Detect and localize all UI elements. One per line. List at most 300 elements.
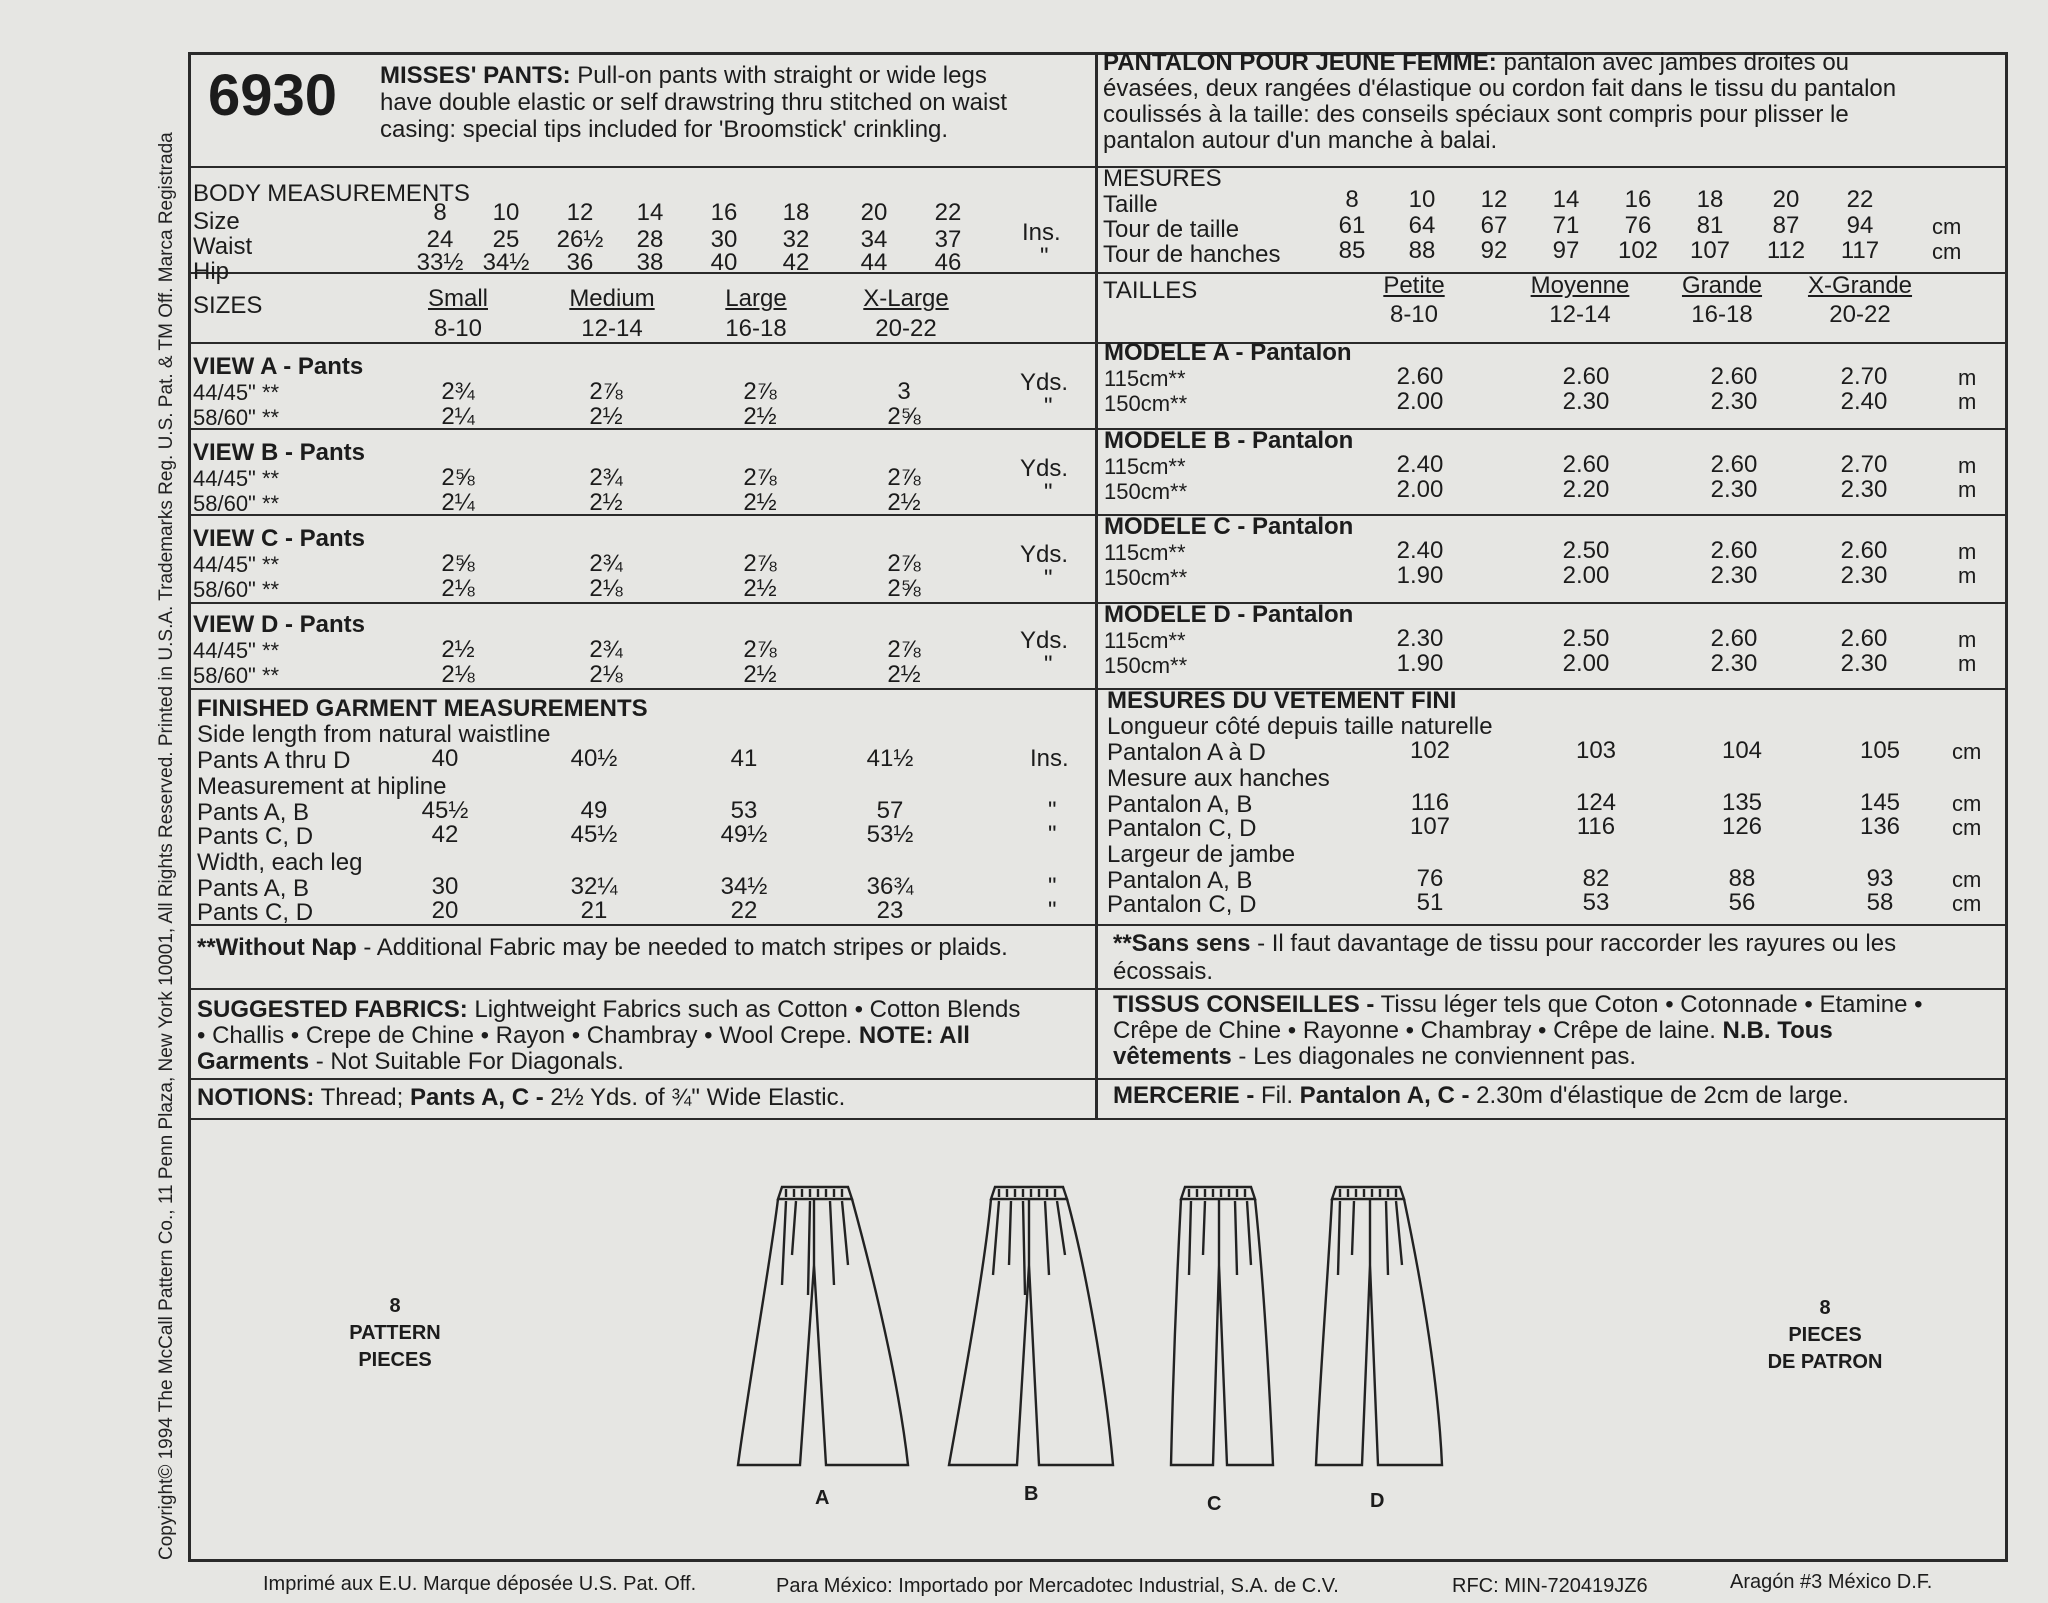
rule-view-d	[188, 602, 2008, 604]
fr-size-name: Petite	[1383, 272, 1445, 299]
fr-waist-value: 64	[1408, 212, 1436, 239]
en-hip-value: 36	[566, 249, 594, 276]
en-finished-row-label: Pants A, B	[197, 875, 310, 902]
en-finished-unit: "	[1048, 821, 1057, 848]
fr-view-value: 1.90	[1396, 562, 1444, 589]
en-view-value: 2⅞	[887, 464, 921, 491]
en-view-unit: Yds.	[1020, 627, 1069, 654]
en-fabrics-note: NOTE: All	[852, 1022, 970, 1049]
en-view-unit: Yds.	[1020, 369, 1069, 396]
en-finished-row-label: Pants A thru D	[197, 747, 351, 774]
en-hip-value: 40	[710, 249, 738, 276]
en-waist-value: 37	[934, 226, 962, 253]
fr-view-value: 2.60	[1840, 625, 1888, 652]
en-nap-note	[197, 935, 1008, 961]
fr-finished-subheading: Largeur de jambe	[1107, 841, 1296, 868]
fr-finished-subheading: Mesure aux hanches	[1107, 765, 1330, 792]
en-finished-subheading: Measurement at hipline	[197, 773, 447, 800]
fr-finished-heading: MESURES DU VETEMENT FINI	[1107, 687, 1457, 714]
fr-view-unit: m	[1958, 539, 1977, 564]
en-finished-value: 57	[876, 797, 904, 824]
fr-fabrics-1: Tissu léger tels que Coton • Cotonnade • Etamine •	[1374, 991, 1923, 1018]
fr-finished-value: 105	[1859, 737, 1901, 764]
en-view-value: 2¼	[441, 489, 475, 516]
en-body-unit: Ins.	[1022, 219, 1061, 246]
en-size-value: 20	[860, 199, 888, 226]
en-view-value: 2⅛	[441, 661, 475, 688]
en-size-range: 20-22	[875, 315, 937, 342]
en-size-name: Medium	[569, 285, 655, 312]
en-view-value: 2⅝	[441, 550, 475, 577]
en-size-name: X-Large	[863, 285, 949, 312]
en-finished-value: 21	[580, 897, 608, 924]
en-view-row2-label: 58/60" **	[193, 405, 280, 430]
fr-finished-unit: cm	[1952, 867, 1982, 892]
fr-nap-text-2: écossais.	[1113, 958, 1214, 985]
fr-finished-value: 58	[1866, 889, 1894, 916]
fr-notions-heading: MERCERIE -	[1113, 1082, 1255, 1109]
en-waist-value: 25	[492, 226, 520, 253]
en-title: MISSES' PANTS:	[380, 62, 571, 89]
en-fabrics-1: Lightweight Fabrics such as Cotton • Cotton Blends	[467, 996, 1021, 1023]
fr-finished-value: 82	[1582, 865, 1610, 892]
fr-hip-value: 92	[1480, 237, 1508, 264]
en-finished-value: 40	[431, 745, 459, 772]
fr-finished-value: 107	[1409, 813, 1451, 840]
fr-finished-unit: cm	[1952, 791, 1982, 816]
en-fabrics-3: - Not Suitable For Diagonals.	[309, 1048, 624, 1075]
fr-desc-4: pantalon autour d'un manche à balai.	[1103, 127, 1498, 154]
fr-nap-text-1: - Il faut davantage de tissu pour raccorder les rayures ou les	[1250, 930, 1897, 957]
fr-hip-value: 102	[1617, 237, 1659, 264]
fr-finished-value: 116	[1576, 813, 1616, 840]
en-finished-unit: "	[1048, 897, 1057, 924]
fr-finished-value: 93	[1866, 865, 1894, 892]
fr-body-unit-waist: cm	[1932, 214, 1962, 239]
en-nap-bold: **Without Nap	[197, 934, 357, 961]
en-view-ditto: "	[1044, 565, 1053, 592]
fr-finished-value: 126	[1721, 813, 1763, 840]
fr-view-value: 2.00	[1396, 476, 1444, 503]
fr-body-unit-hip: cm	[1932, 239, 1962, 264]
fr-view-value: 2.40	[1840, 388, 1888, 415]
en-finished-subheading: Width, each leg	[197, 849, 363, 876]
en-finished-heading: FINISHED GARMENT MEASUREMENTS	[197, 695, 648, 722]
en-hip-value: 42	[782, 249, 810, 276]
fr-finished-row-label: Pantalon A à D	[1107, 739, 1266, 766]
en-size-label: Size	[193, 208, 240, 235]
en-notions-thread: Thread;	[314, 1084, 404, 1111]
fr-view-title: MODELE B - Pantalon	[1104, 427, 1354, 454]
fr-view-value: 2.30	[1840, 476, 1888, 503]
en-view-value: 2½	[743, 489, 777, 516]
en-fabrics-heading: SUGGESTED FABRICS:	[197, 996, 468, 1023]
fr-view-value: 2.50	[1562, 537, 1610, 564]
en-view-row1-label: 44/45" **	[193, 638, 280, 663]
en-suggested-fabrics	[197, 997, 1020, 1075]
center-divider	[1095, 52, 1098, 1120]
en-view-row1-label: 44/45" **	[193, 380, 280, 405]
fr-finished-unit: cm	[1952, 891, 1982, 916]
en-view-value: 2⅞	[887, 636, 921, 663]
en-view-value: 2¾	[441, 378, 475, 405]
fr-fabrics-vetements: vêtements	[1113, 1043, 1232, 1070]
en-size-value: 8	[433, 199, 447, 226]
fr-view-row2-label: 150cm**	[1104, 565, 1188, 590]
en-view-ditto: "	[1044, 479, 1053, 506]
fr-view-value: 2.60	[1562, 363, 1610, 390]
fr-view-value: 2.00	[1396, 388, 1444, 415]
pattern-number: 6930	[208, 63, 338, 128]
fr-size-range: 12-14	[1549, 301, 1611, 328]
pants-view-c-drawing	[1155, 1175, 1305, 1475]
en-view-row1-label: 44/45" **	[193, 552, 280, 577]
en-body-ditto: "	[1040, 243, 1049, 270]
en-waist-value: 24	[426, 226, 454, 253]
pants-view-b-drawing	[935, 1175, 1125, 1475]
en-view-value: 2½	[887, 661, 921, 688]
en-view-value: 2⅞	[743, 464, 777, 491]
en-waist-value: 28	[636, 226, 664, 253]
en-desc-1: Pull-on pants with straight or wide legs	[577, 62, 987, 89]
en-fabrics-garments: Garments	[197, 1048, 310, 1075]
fr-finished-value: 88	[1728, 865, 1756, 892]
en-hip-value: 46	[934, 249, 962, 276]
fr-view-unit: m	[1958, 651, 1977, 676]
fr-desc-2: évasées, deux rangées d'élastique ou cordon fait dans le tissu du pantalon	[1103, 75, 1897, 102]
en-finished-unit: "	[1048, 873, 1057, 900]
fr-finished-row-label: Pantalon C, D	[1107, 891, 1257, 918]
fr-fabrics-2: Crêpe de Chine • Rayonne • Chambray • Crêpe de laine.	[1113, 1017, 1716, 1044]
fr-view-unit: m	[1958, 389, 1977, 414]
en-finished-value: 45½	[570, 821, 618, 848]
en-view-value: 2⅞	[743, 550, 777, 577]
fr-tissus-conseilles	[1113, 992, 1923, 1070]
en-finished-subheading: Side length from natural waistline	[197, 721, 551, 748]
fr-waist-value: 87	[1772, 212, 1800, 239]
rule-fabrics	[188, 988, 2008, 990]
en-size-value: 22	[934, 199, 962, 226]
en-desc-3: casing: special tips included for 'Broomstick' crinkling.	[380, 116, 949, 143]
fr-size-value: 20	[1772, 186, 1800, 213]
en-description	[380, 62, 1007, 143]
fr-desc-3: coulissés à la taille: des conseils spéciaux sont compris pour plisser le	[1103, 101, 1849, 128]
fr-view-title: MODELE D - Pantalon	[1104, 601, 1354, 628]
fr-waist-label: Tour de taille	[1103, 216, 1240, 243]
rule-illustrations	[188, 1118, 2008, 1120]
en-hip-value: 33½	[416, 249, 464, 276]
fr-size-range: 8-10	[1389, 301, 1439, 328]
fr-hip-label: Tour de hanches	[1103, 241, 1281, 268]
fr-view-value: 2.30	[1840, 562, 1888, 589]
en-view-value: 2½	[887, 489, 921, 516]
rule-finished	[188, 688, 2008, 690]
fr-view-row1-label: 115cm**	[1104, 366, 1186, 391]
en-view-unit: Yds.	[1020, 541, 1069, 568]
en-finished-value: 32¼	[570, 873, 618, 900]
en-finished-value: 36¾	[866, 873, 914, 900]
en-view-value: 2⅛	[589, 661, 623, 688]
rule-header	[188, 166, 2008, 168]
pants-view-a-drawing	[730, 1175, 920, 1475]
en-waist-value: 26½	[556, 226, 604, 253]
rule-view-a	[188, 342, 2008, 344]
fr-notions-elastic: 2.30m d'élastique de 2cm de large.	[1469, 1082, 1849, 1109]
pattern-pieces-fr	[1730, 1295, 1920, 1376]
en-view-value: 2¼	[441, 403, 475, 430]
en-finished-value: 53½	[866, 821, 914, 848]
en-view-value: 2½	[743, 661, 777, 688]
en-view-ditto: "	[1044, 651, 1053, 678]
fr-body-heading: MESURES	[1103, 165, 1222, 192]
en-hip-label: Hip	[193, 258, 230, 285]
fr-finished-value: 116	[1410, 789, 1450, 816]
fr-waist-value: 67	[1480, 212, 1508, 239]
en-view-value: 2¾	[589, 550, 623, 577]
fr-size-range: 16-18	[1691, 301, 1753, 328]
en-view-row1-label: 44/45" **	[193, 466, 280, 491]
en-view-row2-label: 58/60" **	[193, 491, 280, 516]
fr-finished-row-label: Pantalon C, D	[1107, 815, 1257, 842]
fr-view-value: 2.60	[1710, 451, 1758, 478]
en-view-value: 2⅝	[441, 464, 475, 491]
fr-view-title: MODELE C - Pantalon	[1104, 513, 1354, 540]
fr-notions-thread: Fil.	[1254, 1082, 1294, 1109]
fr-size-value: 10	[1408, 186, 1436, 213]
en-view-title: VIEW A - Pants	[193, 353, 364, 380]
en-size-range: 16-18	[725, 315, 787, 342]
fr-view-unit: m	[1958, 563, 1977, 588]
pattern-pieces-label-fr-2: DE PATRON	[1767, 1351, 1883, 1373]
fr-finished-unit: cm	[1952, 739, 1982, 764]
fr-size-range: 20-22	[1829, 301, 1891, 328]
fr-title: PANTALON POUR JEUNE FEMME:	[1103, 49, 1497, 76]
fr-size-name: X-Grande	[1807, 272, 1913, 299]
pattern-pieces-en	[300, 1293, 490, 1374]
fr-view-value: 2.30	[1396, 625, 1444, 652]
en-finished-unit: "	[1048, 797, 1057, 824]
fr-hip-value: 117	[1840, 237, 1880, 264]
pattern-pieces-label-fr-1: PIECES	[1788, 1324, 1862, 1346]
footer-address: Aragón #3 México D.F.	[1730, 1571, 1933, 1593]
fr-desc-1: pantalon avec jambes droites ou	[1503, 49, 1850, 76]
en-waist-value: 30	[710, 226, 738, 253]
fr-view-row1-label: 115cm**	[1104, 628, 1186, 653]
en-fabrics-2: • Challis • Crepe de Chine • Rayon • Chambray • Wool Crepe.	[197, 1022, 853, 1049]
en-waist-value: 34	[860, 226, 888, 253]
fr-view-value: 2.60	[1396, 363, 1444, 390]
fr-notions-pants: Pantalon A, C -	[1293, 1082, 1470, 1109]
fr-view-value: 1.90	[1396, 650, 1444, 677]
en-view-value: 2⅞	[589, 378, 623, 405]
en-size-range: 8-10	[433, 315, 483, 342]
fr-finished-unit: cm	[1952, 815, 1982, 840]
en-view-title: VIEW B - Pants	[193, 439, 366, 466]
fr-finished-row-label: Pantalon A, B	[1107, 791, 1253, 818]
fr-finished-subheading: Longueur côté depuis taille naturelle	[1107, 713, 1493, 740]
en-finished-value: 30	[431, 873, 459, 900]
en-size-value: 12	[566, 199, 594, 226]
view-letter-b: B	[1024, 1483, 1039, 1505]
fr-fabrics-3: - Les diagonales ne conviennent pas.	[1231, 1043, 1637, 1070]
fr-view-unit: m	[1958, 453, 1977, 478]
fr-size-value: 22	[1846, 186, 1874, 213]
en-notions-heading: NOTIONS:	[197, 1084, 315, 1111]
en-hip-value: 44	[860, 249, 888, 276]
pattern-pieces-count-en: 8	[389, 1295, 401, 1317]
fr-view-value: 2.50	[1562, 625, 1610, 652]
fr-view-value: 2.30	[1710, 650, 1758, 677]
fr-waist-value: 71	[1552, 212, 1580, 239]
en-waist-label: Waist	[193, 233, 253, 260]
en-notions	[197, 1085, 845, 1111]
en-hip-value: 34½	[482, 249, 530, 276]
fr-view-value: 2.40	[1396, 451, 1444, 478]
footer-rfc: RFC: MIN-720419JZ6	[1452, 1575, 1648, 1597]
en-view-value: 2½	[441, 636, 475, 663]
fr-hip-value: 107	[1689, 237, 1731, 264]
fr-waist-value: 61	[1338, 212, 1366, 239]
en-finished-value: 40½	[570, 745, 618, 772]
footer-para-mexico: Para México: Importado por Mercadotec Industrial, S.A. de C.V.	[776, 1575, 1339, 1597]
en-view-value: 2⅞	[743, 636, 777, 663]
en-view-value: 2¾	[589, 464, 623, 491]
fr-view-value: 2.30	[1562, 388, 1610, 415]
fr-waist-value: 81	[1696, 212, 1724, 239]
fr-hip-value: 97	[1552, 237, 1580, 264]
fr-view-row2-label: 150cm**	[1104, 391, 1188, 416]
en-finished-value: 49½	[720, 821, 768, 848]
view-letter-a: A	[815, 1487, 830, 1509]
fr-view-row1-label: 115cm**	[1104, 454, 1186, 479]
en-finished-unit: Ins.	[1030, 745, 1069, 772]
en-finished-row-label: Pants A, B	[197, 799, 310, 826]
fr-finished-value: 145	[1859, 789, 1901, 816]
fr-size-value: 8	[1345, 186, 1359, 213]
fr-view-value: 2.60	[1562, 451, 1610, 478]
en-hip-value: 38	[636, 249, 664, 276]
fr-view-value: 2.60	[1710, 363, 1758, 390]
fr-fabrics-heading: TISSUS CONSEILLES -	[1113, 991, 1375, 1018]
fr-view-row1-label: 115cm**	[1104, 540, 1186, 565]
en-finished-value: 20	[431, 897, 459, 924]
en-size-value: 16	[710, 199, 738, 226]
fr-view-value: 2.70	[1840, 363, 1888, 390]
fr-finished-value: 51	[1416, 889, 1444, 916]
en-view-value: 2⅝	[887, 575, 921, 602]
en-view-value: 2⅝	[887, 403, 921, 430]
en-view-value: 2½	[589, 489, 623, 516]
fr-nap-bold: **Sans sens	[1113, 930, 1251, 957]
view-letter-c: C	[1207, 1493, 1222, 1515]
en-finished-value: 23	[876, 897, 904, 924]
fr-view-value: 2.30	[1840, 650, 1888, 677]
fr-sizes-label: TAILLES	[1103, 277, 1198, 304]
fr-description	[1103, 50, 1896, 154]
en-size-value: 10	[492, 199, 520, 226]
en-size-name: Small	[427, 285, 488, 312]
fr-view-value: 2.60	[1710, 537, 1758, 564]
en-finished-value: 22	[730, 897, 758, 924]
fr-finished-value: 56	[1728, 889, 1756, 916]
fr-size-name: Grande	[1681, 272, 1763, 299]
pants-view-d-drawing	[1300, 1175, 1460, 1475]
en-view-value: 2¾	[589, 636, 623, 663]
en-sizes-label: SIZES	[193, 292, 263, 319]
pattern-pieces-label-en-1: PATTERN	[349, 1322, 441, 1344]
fr-finished-value: 76	[1416, 865, 1444, 892]
en-finished-value: 41	[730, 745, 758, 772]
en-finished-value: 49	[580, 797, 608, 824]
en-view-value: 2⅛	[589, 575, 623, 602]
en-notions-pants: Pants A, C -	[403, 1084, 544, 1111]
en-finished-row-label: Pants C, D	[197, 823, 314, 850]
fr-size-value: 12	[1480, 186, 1508, 213]
en-desc-2: have double elastic or self drawstring thru stitched on waist	[380, 89, 1007, 116]
fr-view-unit: m	[1958, 627, 1977, 652]
fr-finished-value: 102	[1409, 737, 1451, 764]
fr-fabrics-note: N.B. Tous	[1715, 1017, 1833, 1044]
fr-nap-note	[1113, 930, 1896, 986]
fr-view-value: 2.70	[1840, 451, 1888, 478]
fr-view-title: MODELE A - Pantalon	[1104, 339, 1352, 366]
fr-view-value: 2.60	[1710, 625, 1758, 652]
fr-view-value: 2.00	[1562, 562, 1610, 589]
en-view-row2-label: 58/60" **	[193, 663, 280, 688]
en-size-value: 18	[782, 199, 810, 226]
fr-size-value: 16	[1624, 186, 1652, 213]
en-size-value: 14	[636, 199, 664, 226]
en-finished-value: 42	[431, 821, 459, 848]
en-finished-value: 34½	[720, 873, 768, 900]
view-letter-d: D	[1370, 1490, 1385, 1512]
fr-view-value: 2.20	[1562, 476, 1610, 503]
en-view-title: VIEW C - Pants	[193, 525, 366, 552]
fr-view-unit: m	[1958, 365, 1977, 390]
fr-size-value: 14	[1552, 186, 1580, 213]
en-size-name: Large	[725, 285, 787, 312]
fr-hip-value: 88	[1408, 237, 1436, 264]
fr-hip-value: 85	[1338, 237, 1366, 264]
fr-finished-value: 53	[1582, 889, 1610, 916]
fr-finished-value: 103	[1575, 737, 1617, 764]
fr-view-value: 2.30	[1710, 388, 1758, 415]
fr-finished-value: 104	[1721, 737, 1763, 764]
fr-size-label: Taille	[1103, 191, 1158, 218]
fr-size-value: 18	[1696, 186, 1724, 213]
rule-notions	[188, 1078, 2008, 1080]
fr-mercerie	[1113, 1083, 1849, 1109]
fr-finished-value: 124	[1575, 789, 1617, 816]
en-waist-value: 32	[782, 226, 810, 253]
en-notions-elastic: 2½ Yds. of ¾" Wide Elastic.	[543, 1084, 846, 1111]
fr-size-name: Moyenne	[1530, 272, 1630, 299]
en-view-unit: Yds.	[1020, 455, 1069, 482]
fr-view-row2-label: 150cm**	[1104, 479, 1188, 504]
en-view-value: 2½	[743, 575, 777, 602]
fr-waist-value: 94	[1846, 212, 1874, 239]
pattern-pieces-label-en-2: PIECES	[358, 1349, 432, 1371]
fr-view-unit: m	[1958, 477, 1977, 502]
en-finished-value: 53	[730, 797, 758, 824]
en-size-range: 12-14	[581, 315, 643, 342]
fr-view-row2-label: 150cm**	[1104, 653, 1188, 678]
en-view-value: 3	[897, 378, 911, 405]
pattern-pieces-count-fr: 8	[1819, 1297, 1831, 1319]
en-view-title: VIEW D - Pants	[193, 611, 366, 638]
fr-hip-value: 112	[1766, 237, 1806, 264]
fr-finished-row-label: Pantalon A, B	[1107, 867, 1253, 894]
